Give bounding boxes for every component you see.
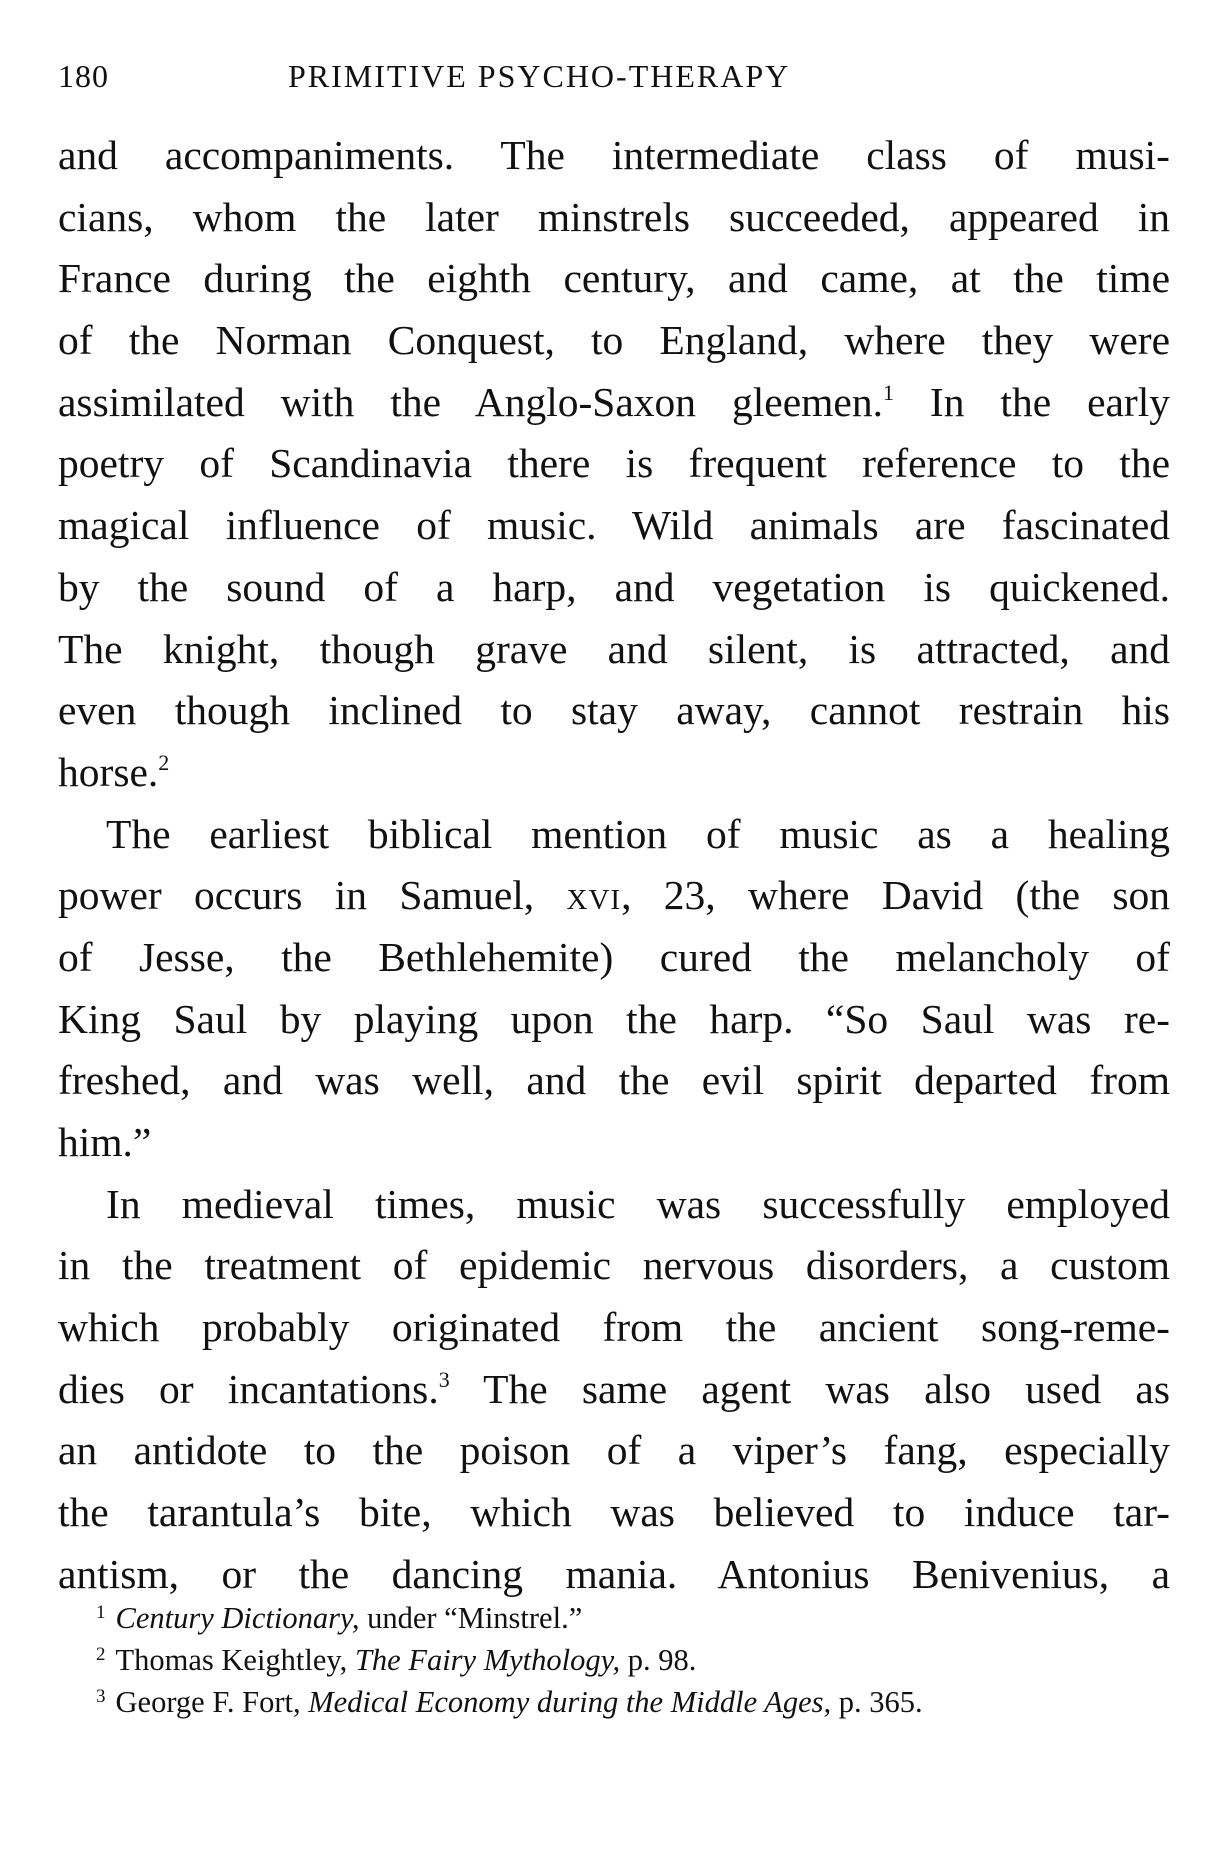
text-segment: assimilated with the Anglo-Saxon gleemen. (58, 378, 883, 425)
body-text (58, 125, 1170, 1606)
footnote-author: George F. Fort, (115, 1685, 309, 1719)
footnote-text: under “Minstrel.” (359, 1601, 583, 1635)
text-segment: dies or incantations. (58, 1365, 439, 1412)
footnotes (96, 1597, 1170, 1723)
text-segment: , 23, where David (the son (621, 872, 1170, 919)
footnote-ref-2: 2 (158, 749, 170, 775)
text-line: France during the eighth century, and came, at the time (58, 255, 1170, 302)
text-line: poetry of Scandinavia there is frequent reference to the (58, 440, 1170, 487)
footnote-2 (96, 1639, 1170, 1681)
text-line: by the sound of a harp, and vegetation is quickened. (58, 563, 1170, 610)
footnote-text: p. 98. (620, 1643, 697, 1677)
text-line: in the treatment of epidemic nervous disorders, a custom (58, 1242, 1170, 1289)
text-line (58, 1359, 1170, 1421)
book-page (58, 0, 1170, 1850)
text-line: magical influence of music. Wild animals are fascinated (58, 502, 1170, 549)
footnote-mark: 2 (96, 1644, 106, 1665)
text-line: freshed, and was well, and the evil spirit departed from (58, 1057, 1170, 1104)
footnote-author: Thomas Keightley, (115, 1643, 355, 1677)
footnote-mark: 1 (96, 1602, 106, 1623)
text-line: an antidote to the poison of a viper’s fang, especially (58, 1427, 1170, 1474)
text-line: of the Norman Conquest, to England, where they were (58, 317, 1170, 364)
text-segment: power occurs in Samuel, (58, 872, 535, 919)
footnote-mark: 3 (96, 1686, 106, 1707)
text-line: In medieval times, music was successfully employed (106, 1180, 1170, 1227)
text-line (58, 372, 1170, 434)
text-line: of Jesse, the Bethlehemite) cured the melancholy of (58, 933, 1170, 980)
text-segment: horse. (58, 748, 159, 795)
text-line (58, 865, 1170, 927)
text-segment: In the early (929, 378, 1170, 425)
footnote-title: The Fairy Mythology, (354, 1643, 621, 1677)
text-line: him.” (58, 1119, 152, 1165)
text-line: The earliest biblical mention of music as a healing (106, 810, 1170, 857)
footnote-title: Medical Economy during the Middle Ages, (308, 1685, 832, 1719)
footnote-ref-1: 1 (882, 379, 894, 405)
page-number: 180 (58, 58, 109, 94)
footnote-1 (96, 1597, 1170, 1639)
text-line: The knight, though grave and silent, is attracted, and (58, 625, 1170, 672)
footnote-title: Century Dictionary, (115, 1601, 360, 1635)
text-segment: The same agent was also used as (483, 1365, 1170, 1412)
footnote-ref-3: 3 (438, 1366, 450, 1392)
chapter-numeral: xvi (566, 872, 622, 919)
footnote-text: p. 365. (831, 1685, 923, 1719)
text-line: cians, whom the later minstrels succeeded, appeared in (58, 193, 1170, 240)
text-line: the tarantula’s bite, which was believed to induce tar- (58, 1489, 1170, 1536)
page-header (58, 58, 1170, 108)
text-line (58, 742, 1170, 804)
text-line: even though inclined to stay away, cannot restrain his (58, 687, 1170, 734)
text-line: King Saul by playing upon the harp. “So Saul was re- (58, 995, 1170, 1042)
footnote-3 (96, 1681, 1170, 1723)
text-line: and accompaniments. The intermediate class of musi- (58, 132, 1170, 178)
text-line: which probably originated from the ancient song-reme- (58, 1304, 1170, 1351)
running-title: PRIMITIVE PSYCHO-THERAPY (288, 58, 791, 94)
text-line: antism, or the dancing mania. Antonius Benivenius, a (58, 1550, 1170, 1597)
